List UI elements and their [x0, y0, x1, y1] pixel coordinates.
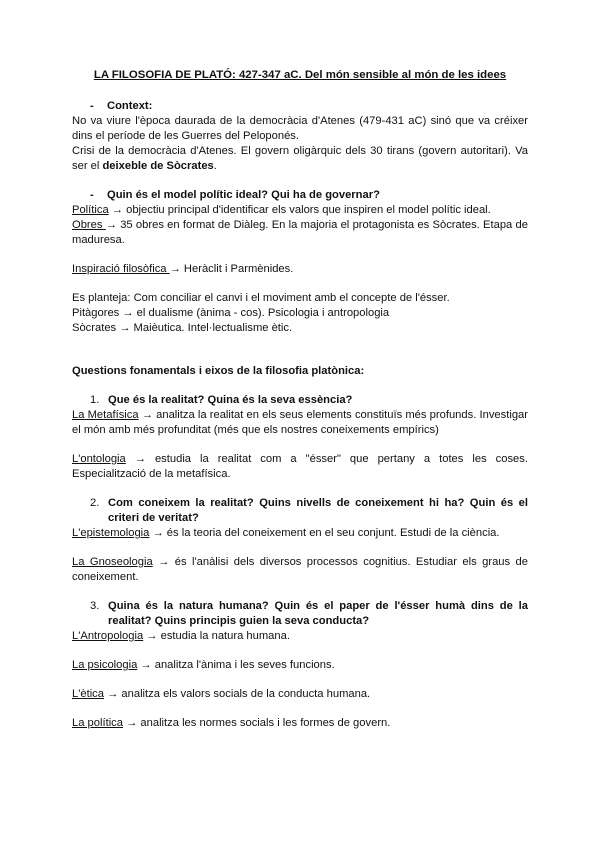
antropologia-text: → estudia la natura humana.	[143, 630, 290, 642]
politica-text: → objectiu principal d'identificar els valors que inspiren el model polític ideal.	[108, 204, 491, 216]
question-3	[90, 599, 528, 629]
bullet-dash: -	[90, 189, 94, 201]
etica-text: → analitza els valors socials de la conducta humana.	[104, 688, 371, 700]
epistemologia-term: L'epistemologia	[72, 527, 150, 539]
document-title: LA FILOSOFIA DE PLATÓ: 427-347 aC. Del món sensible al món de les idees	[93, 69, 507, 81]
antropologia-term: L'Antropologia	[72, 630, 144, 642]
context-paragraph-2	[72, 144, 528, 174]
question-2-text: Com coneixem la realitat? Quins nivells de coneixement hi ha? Quin és el criteri de veritat?	[108, 497, 528, 524]
ontologia-line	[72, 452, 528, 482]
gnoseologia-text: → és l'anàlisi dels diversos processos cognitius. Estudiar els graus de coneixement.	[72, 556, 528, 583]
psicologia-line	[72, 658, 528, 673]
politica-term: Política	[72, 204, 109, 216]
inspiracio-line	[72, 262, 528, 277]
metafisica-text: → analitza la realitat en els seus elements constituïs més profunds. Investigar el món amb més profunditat (més que els nostres coneixements empírics)	[72, 409, 528, 436]
politica-line	[72, 203, 528, 218]
context-heading	[90, 99, 528, 114]
epistemologia-text: → és la teoria del coneixement en el seu conjunt. Estudi de la ciència.	[149, 527, 500, 539]
obres-text: → 35 obres en format de Diàleg. En la majoria el protagonista es Sòcrates. Etapa de maduresa.	[72, 219, 528, 246]
question-1	[90, 393, 528, 408]
metafisica-term: La Metafísica	[72, 409, 139, 421]
question-2-number: 2.	[90, 497, 100, 509]
inspiracio-term: Inspiració filosòfica	[72, 263, 170, 275]
document-page	[72, 68, 528, 731]
ontologia-term: L'ontologia	[72, 453, 126, 465]
question-3-number: 3.	[90, 600, 100, 612]
bullet-dash: -	[90, 100, 94, 112]
question-2	[90, 496, 528, 526]
inspiracio-text: → Heràclit i Parmènides.	[169, 263, 294, 275]
question-1-text: Que és la realitat? Quina és la seva essència?	[108, 394, 353, 406]
psicologia-term: La psicologia	[72, 659, 138, 671]
politica-final-text: → analitza les normes socials i les formes de govern.	[123, 717, 391, 729]
questions-heading: Questions fonamentals i eixos de la filosofia platònica:	[72, 365, 365, 377]
context-p2-bold: deixeble de Sòcrates	[102, 160, 214, 172]
context-p2-text: Crisi de la democràcia d'Atenes. El govern oligàrquic dels 30 tirans (govern autoritari). Va ser el	[72, 145, 528, 172]
politica-final-line	[72, 716, 528, 731]
antropologia-line	[72, 629, 528, 644]
obres-term: Obres	[72, 219, 106, 231]
model-heading-text: Quin és el model polític ideal? Qui ha de governar?	[107, 189, 380, 201]
model-heading	[90, 188, 528, 203]
context-paragraph-1: No va viure l'època daurada de la democràcia d'Atenes (479-431 aC) sinó que va créixer dins el període de les Guerres del Peloponés.	[72, 115, 528, 142]
psicologia-text: → analitza l'ànima i les seves funcions.	[137, 659, 335, 671]
metafisica-line	[72, 408, 528, 438]
context-p2-end: .	[213, 160, 217, 172]
question-1-number: 1.	[90, 394, 100, 406]
epistemologia-line	[72, 526, 528, 541]
gnoseologia-term: La Gnoseologia	[72, 556, 153, 568]
pitagores-line: Pitàgores → el dualisme (ànima - cos). Psicologia i antropologia	[72, 307, 390, 319]
planteja-line: Es planteja: Com conciliar el canvi i el moviment amb el concepte de l'ésser.	[72, 292, 450, 304]
etica-term: L'ètica	[72, 688, 104, 700]
gnoseologia-line	[72, 555, 528, 585]
context-heading-text: Context:	[107, 100, 153, 112]
politica-final-term: La política	[72, 717, 123, 729]
question-3-text: Quina és la natura humana? Quin és el paper de l'ésser humà dins de la realitat? Quins principis guien la seva conducta?	[108, 600, 528, 627]
obres-line	[72, 218, 528, 248]
ontologia-text: → estudia la realitat com a "ésser" que pertany a totes les coses. Especialització de la metafísica.	[72, 453, 528, 480]
socrates-line: Sòcrates → Maièutica. Intel·lectualisme ètic.	[72, 322, 293, 334]
etica-line	[72, 687, 528, 702]
